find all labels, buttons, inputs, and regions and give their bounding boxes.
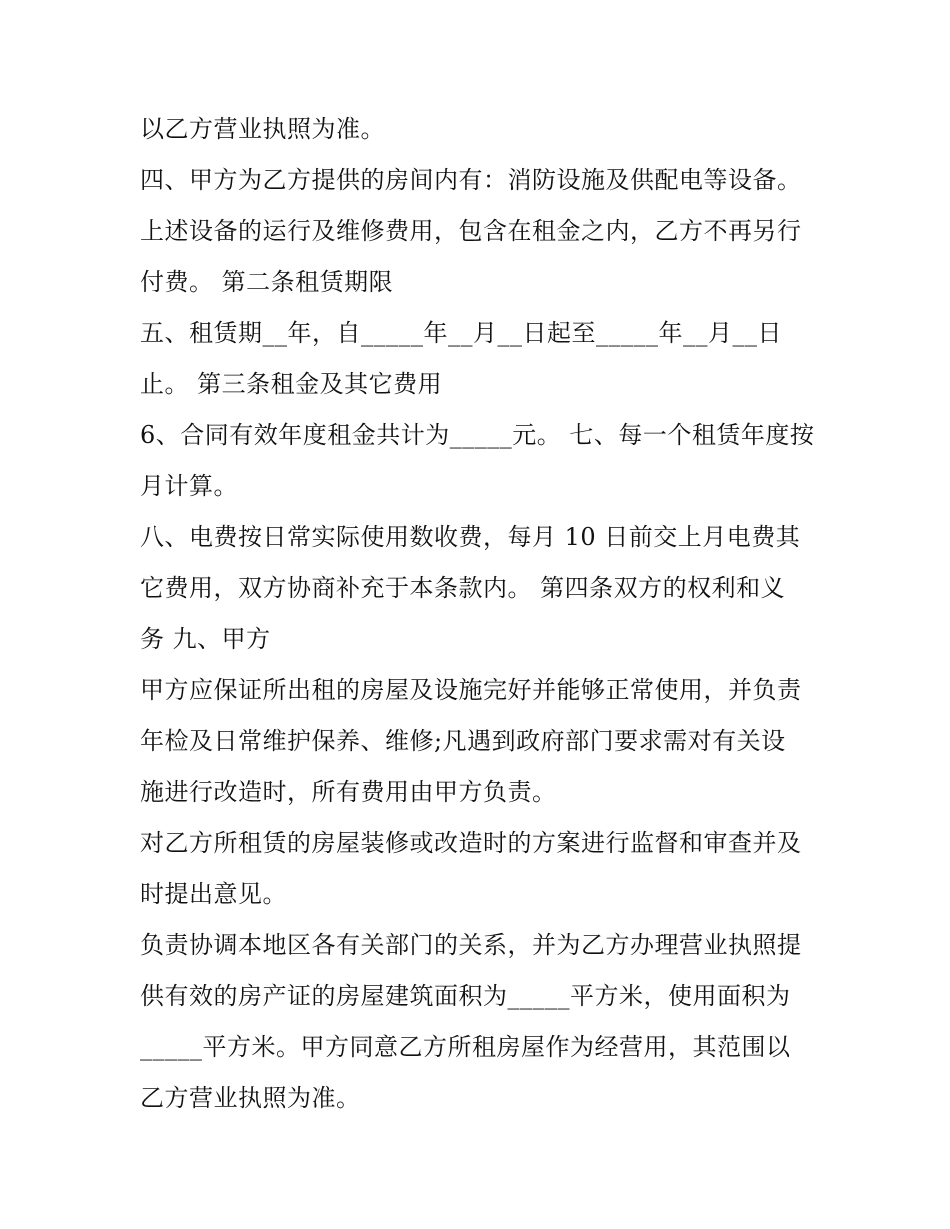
text-line: 以乙方营业执照为准。 — [140, 115, 385, 143]
text-line: 施进行改造时，所有费用由甲方负责。 — [140, 778, 557, 806]
contract-text — [140, 104, 820, 1124]
text-line: 供有效的房产证的房屋建筑面积为_____平方米，使用面积为 — [140, 982, 791, 1010]
text-line: 上述设备的运行及维修费用，包含在租金之内，乙方不再另行 — [140, 217, 802, 245]
text-line: 乙方营业执照为准。 — [140, 1084, 361, 1112]
text-line: 月计算。 — [140, 472, 238, 500]
text-line: 八、电费按日常实际使用数收费，每月 10 日前交上月电费其 — [140, 523, 801, 551]
text-line: 止。 第三条租金及其它费用 — [140, 370, 443, 398]
text-line: 甲方应保证所出租的房屋及设施完好并能够正常使用，并负责 — [140, 676, 802, 704]
text-line: 负责协调本地区各有关部门的关系，并为乙方办理营业执照提 — [140, 931, 802, 959]
text-line: _____平方米。甲方同意乙方所租房屋作为经营用，其范围以 — [140, 1033, 791, 1061]
text-line: 它费用，双方协商补充于本条款内。 第四条双方的权利和义 — [140, 574, 786, 602]
text-line: 对乙方所租赁的房屋装修或改造时的方案进行监督和审查并及 — [140, 829, 802, 857]
text-line: 五、租赁期__年，自_____年__月__日起至_____年__月__日 — [140, 319, 782, 347]
text-line: 务 九、甲方 — [140, 625, 271, 653]
text-line: 6、合同有效年度租金共计为_____元。 七、每一个租赁年度按 — [140, 421, 815, 449]
text-line: 时提出意见。 — [140, 880, 287, 908]
text-line: 年检及日常维护保养、维修;凡遇到政府部门要求需对有关设 — [140, 727, 786, 755]
text-line: 四、甲方为乙方提供的房间内有：消防设施及供配电等设备。 — [140, 166, 802, 194]
text-line: 付费。 第二条租赁期限 — [140, 268, 394, 296]
